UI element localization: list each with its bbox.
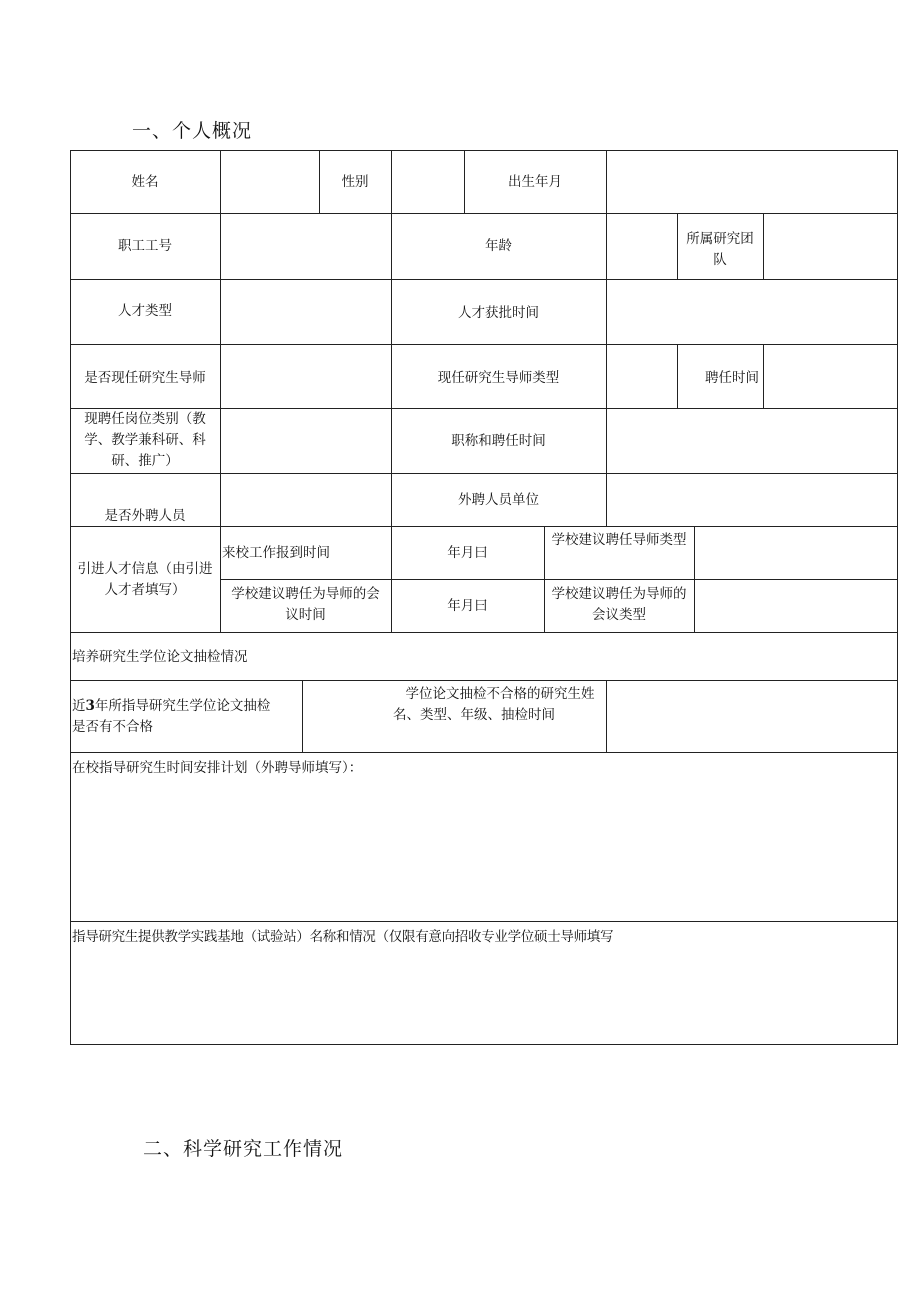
label-post-line3: 研、推广） xyxy=(111,453,179,469)
row-divider xyxy=(70,680,898,681)
label-fail-question-line1 xyxy=(72,696,302,717)
label-suggest-type: 学校建议聘任导师类型 xyxy=(551,532,687,548)
label-plan: 在校指导研究生时间安排计划（外聘导师填写）： xyxy=(72,760,363,776)
label-meeting-type-line2: 会议类型 xyxy=(592,607,646,623)
row-divider xyxy=(70,632,898,633)
row-divider xyxy=(70,344,898,345)
col-divider xyxy=(694,526,695,632)
label-post-line1: 现聘任岗位类别（教 xyxy=(84,411,206,427)
col-divider xyxy=(606,213,607,526)
label-hire-time: 聘任时间 xyxy=(705,370,759,386)
label-talent-type: 人才类型 xyxy=(118,303,172,319)
date-placeholder-2: 年月曰 xyxy=(447,598,488,614)
label-team-line2: 队 xyxy=(713,252,727,268)
label-fail-detail xyxy=(380,684,620,726)
label-meeting-type-line1: 学校建议聘任为导师的 xyxy=(551,586,687,602)
label-birth: 出生年月 xyxy=(508,174,562,190)
row-divider xyxy=(70,921,898,922)
label-title-time: 职称和聘任时间 xyxy=(451,433,546,449)
fail-question-prefix: 近 xyxy=(72,698,86,714)
label-fail-detail-line1: 学位论文抽检不合格的研究生姓 xyxy=(405,686,595,702)
label-intro-line1: 引进人才信息（由引进 xyxy=(77,561,213,577)
col-divider xyxy=(220,150,221,632)
col-divider xyxy=(391,150,392,213)
label-fail-question xyxy=(72,696,302,738)
date-placeholder-1: 年月曰 xyxy=(447,545,488,561)
label-gender: 性别 xyxy=(341,174,369,190)
label-intro-line2: 人才者填写） xyxy=(104,582,186,598)
label-staff-id: 职工工号 xyxy=(118,238,172,254)
label-meeting-time-line1: 学校建议聘任为导师的会 xyxy=(231,586,380,602)
label-is-supervisor: 是否现任研究生导师 xyxy=(84,370,206,386)
col-divider xyxy=(606,150,607,213)
col-divider xyxy=(302,680,303,752)
row-divider xyxy=(70,279,898,280)
label-fail-detail-line2: 名、类型、年级、抽检时间 xyxy=(393,707,555,723)
label-post-category xyxy=(70,409,220,472)
label-team xyxy=(677,229,763,271)
label-report-time: 来校工作报到时间 xyxy=(222,545,330,561)
label-meeting-time-line2: 议时间 xyxy=(285,607,326,623)
label-talent-time: 人才获批时间 xyxy=(458,305,539,321)
label-team-line1: 所属研究团 xyxy=(686,231,754,247)
fail-question-years: 3 xyxy=(85,698,95,714)
row-divider xyxy=(70,473,898,474)
col-divider xyxy=(763,213,764,279)
label-intro-info xyxy=(70,559,220,601)
label-supervisor-type: 现任研究生导师类型 xyxy=(437,370,560,386)
label-external-unit: 外聘人员单位 xyxy=(458,492,539,508)
label-age: 年龄 xyxy=(485,238,512,254)
label-fail-question-line2: 是否有不合格 xyxy=(72,719,153,735)
col-divider xyxy=(391,213,392,632)
label-name: 姓名 xyxy=(131,174,159,190)
section-title-research: 二、科学研究工作情况 xyxy=(143,1138,344,1160)
row-divider xyxy=(70,752,898,753)
label-practice-base: 指导研究生提供教学实践基地（试验站）名称和情况（仅限有意向招收专业学位硕士导师填写 xyxy=(72,929,614,945)
label-thesis-check: 培养研究生学位论文抽检情况 xyxy=(72,649,248,665)
fail-question-suffix: 年所指导研究生学位论文抽检 xyxy=(94,698,271,714)
row-divider xyxy=(70,213,898,214)
row-divider xyxy=(220,579,898,580)
label-is-external: 是否外聘人员 xyxy=(104,508,186,524)
section-title-personal: 一、个人概况 xyxy=(132,120,253,142)
label-post-line2: 学、教学兼科研、科 xyxy=(84,432,206,448)
label-meeting-time xyxy=(220,584,391,626)
label-meeting-type xyxy=(544,584,694,626)
